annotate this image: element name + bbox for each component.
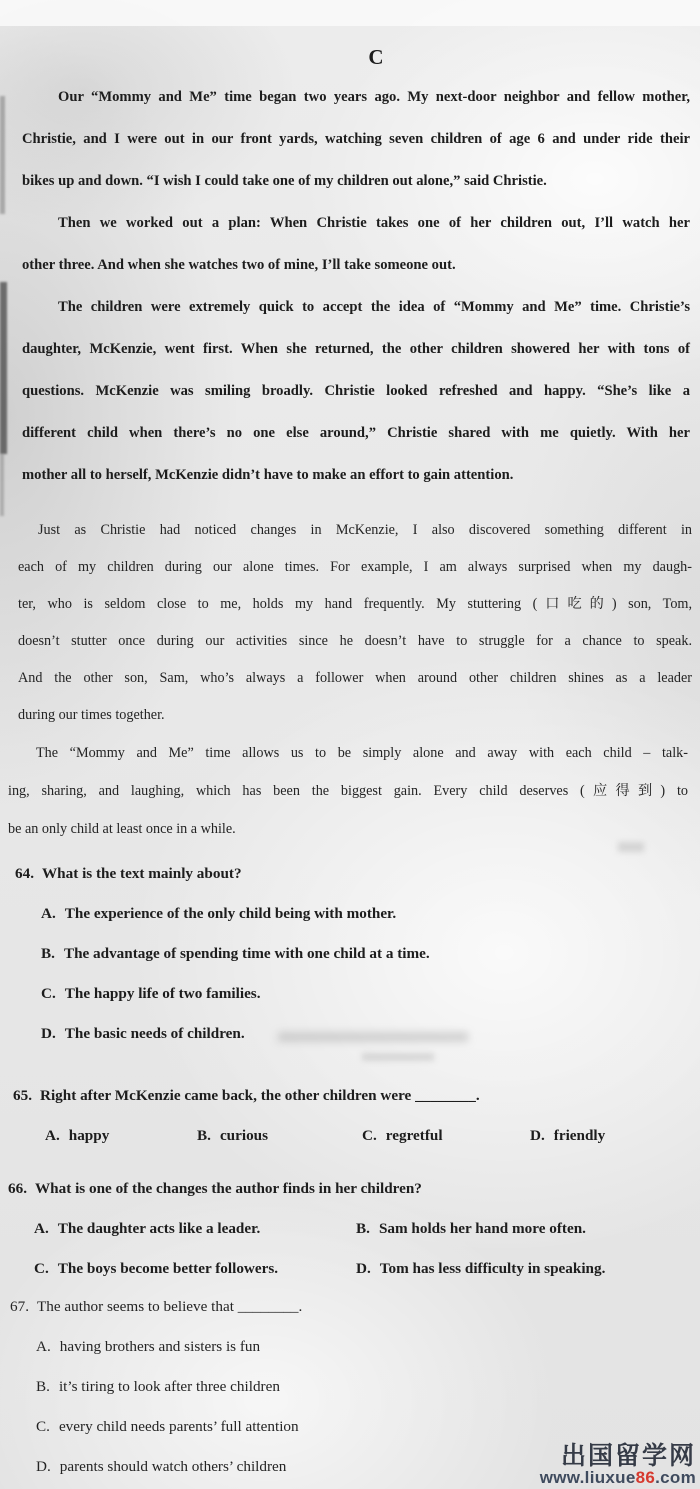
option-label: D. <box>530 1127 545 1144</box>
option-label: A. <box>34 1220 49 1237</box>
answer-option <box>356 1249 605 1289</box>
option-text: regretful <box>385 1127 443 1144</box>
option-row <box>34 1209 700 1249</box>
question-text: The author seems to believe that ________. <box>36 1298 303 1315</box>
passage-line: each of my children during our alone times. For example, I am always surprised when my daugh- <box>18 559 692 575</box>
option-text: parents should watch others’ children <box>59 1458 287 1475</box>
question-number: 66. <box>8 1180 27 1197</box>
passage-line: different child when there’s no one else around,” Christie shared with me quietly. With her <box>22 425 690 441</box>
passage-line: Christie, and I were out in our front yards, watching seven children of age 6 and under ride their <box>22 131 690 147</box>
watermark-url-suffix: .com <box>655 1468 696 1488</box>
option-text: every child needs parents’ full attention <box>58 1418 299 1435</box>
question-number: 67. <box>10 1298 29 1315</box>
passage-paragraph <box>8 734 688 848</box>
answer-option <box>41 934 700 974</box>
option-text: Tom has less difficulty in speaking. <box>379 1260 606 1277</box>
option-text: The advantage of spending time with one child at a time. <box>63 945 430 962</box>
question-65 <box>13 1076 700 1156</box>
option-text: having brothers and sisters is fun <box>59 1338 261 1355</box>
answer-option <box>41 974 700 1014</box>
option-text: curious <box>219 1127 269 1144</box>
option-label: A. <box>36 1338 51 1355</box>
question-text: What is one of the changes the author finds in her children? <box>34 1180 422 1197</box>
answer-option <box>36 1407 700 1447</box>
answer-option <box>34 1249 356 1289</box>
passage-line: be an only child at least once in a while. <box>8 821 236 837</box>
reading-passage <box>0 76 700 848</box>
passage-line: during our times together. <box>18 707 165 723</box>
option-label: C. <box>362 1127 377 1144</box>
option-text: The boys become better followers. <box>57 1260 279 1277</box>
option-label: C. <box>36 1418 50 1435</box>
option-label: D. <box>41 1025 56 1042</box>
option-label: D. <box>356 1260 371 1277</box>
passage-line: ing, sharing, and laughing, which has been the biggest gain. Every child deserves (应得到) to <box>8 783 688 799</box>
question-number: 65. <box>13 1087 32 1104</box>
option-text: Sam holds her hand more often. <box>378 1220 586 1237</box>
question-text: Right after McKenzie came back, the other children were ________. <box>39 1087 480 1104</box>
option-label: D. <box>36 1458 51 1475</box>
option-text: happy <box>68 1127 110 1144</box>
question-number: 64. <box>15 865 34 882</box>
answer-option <box>36 1367 700 1407</box>
option-text: The basic needs of children. <box>64 1025 245 1042</box>
answer-option <box>45 1116 197 1156</box>
passage-paragraph <box>18 512 692 734</box>
passage-line: bikes up and down. “I wish I could take one of my children out alone,” said Christie. <box>22 173 547 189</box>
option-row <box>34 1249 700 1289</box>
passage-line: mother all to herself, McKenzie didn’t have to make an effort to gain attention. <box>22 467 514 483</box>
watermark-site-name: 出国留学网 <box>560 1441 696 1470</box>
passage-line: And the other son, Sam, who’s always a follower when around other children shines as a leader <box>18 670 692 686</box>
option-label: C. <box>34 1260 49 1277</box>
answer-option <box>356 1209 586 1249</box>
answer-option <box>362 1116 530 1156</box>
option-row <box>45 1116 700 1156</box>
question-66 <box>8 1169 700 1289</box>
question-stem <box>13 1076 700 1116</box>
question-text: What is the text mainly about? <box>41 865 242 882</box>
watermark-site-url <box>540 1469 696 1487</box>
question-64 <box>15 854 700 1054</box>
option-label: C. <box>41 985 56 1002</box>
passage-line: doesn’t stutter once during our activities since he doesn’t have to struggle for a chance to speak. <box>18 633 692 649</box>
option-text: friendly <box>553 1127 606 1144</box>
option-label: A. <box>45 1127 60 1144</box>
answer-option <box>36 1327 700 1367</box>
watermark-url-prefix: www.liuxue <box>539 1468 636 1488</box>
option-text: it’s tiring to look after three children <box>58 1378 280 1395</box>
passage-line: The children were extremely quick to accept the idea of “Mommy and Me” time. Christie’s <box>58 299 690 315</box>
answer-option <box>530 1116 605 1156</box>
scan-edge-strip <box>0 0 700 26</box>
option-label: B. <box>41 945 55 962</box>
option-label: B. <box>197 1127 211 1144</box>
passage-line: ter, who is seldom close to me, holds my hand frequently. My stuttering (口吃的) son, Tom, <box>18 596 692 612</box>
passage-line: The “Mommy and Me” time allows us to be simply alone and away with each child – talk- <box>36 745 688 761</box>
option-text: The daughter acts like a leader. <box>57 1220 261 1237</box>
passage-line: other three. And when she watches two of mine, I’ll take someone out. <box>22 257 456 273</box>
passage-line: Our “Mommy and Me” time began two years ago. My next-door neighbor and fellow mother, <box>58 89 690 105</box>
answer-option <box>197 1116 362 1156</box>
passage-line: daughter, McKenzie, went first. When she returned, the other children showered her with tons of <box>22 341 690 357</box>
watermark-logo <box>540 1443 696 1487</box>
option-text: The happy life of two families. <box>64 985 261 1002</box>
option-label: B. <box>36 1378 50 1395</box>
question-stem <box>10 1287 700 1327</box>
question-list <box>0 854 700 1487</box>
answer-option <box>41 1014 700 1054</box>
option-text: The experience of the only child being with mother. <box>64 905 397 922</box>
watermark-url-highlight: 86 <box>635 1468 656 1488</box>
section-heading: C <box>368 45 384 69</box>
passage-line: Just as Christie had noticed changes in McKenzie, I also discovered something different in <box>38 522 692 538</box>
answer-option <box>41 894 700 934</box>
option-label: B. <box>356 1220 370 1237</box>
passage-line: questions. McKenzie was smiling broadly. Christie looked refreshed and happy. “She’s like a <box>22 383 690 399</box>
passage-paragraph <box>22 76 690 202</box>
passage-line: Then we worked out a plan: When Christie takes one of her children out, I’ll watch her <box>58 215 690 231</box>
passage-paragraph <box>22 202 690 286</box>
passage-paragraph <box>22 286 690 496</box>
question-stem <box>8 1169 700 1209</box>
answer-option <box>34 1209 356 1249</box>
option-label: A. <box>41 905 56 922</box>
question-stem <box>15 854 700 894</box>
